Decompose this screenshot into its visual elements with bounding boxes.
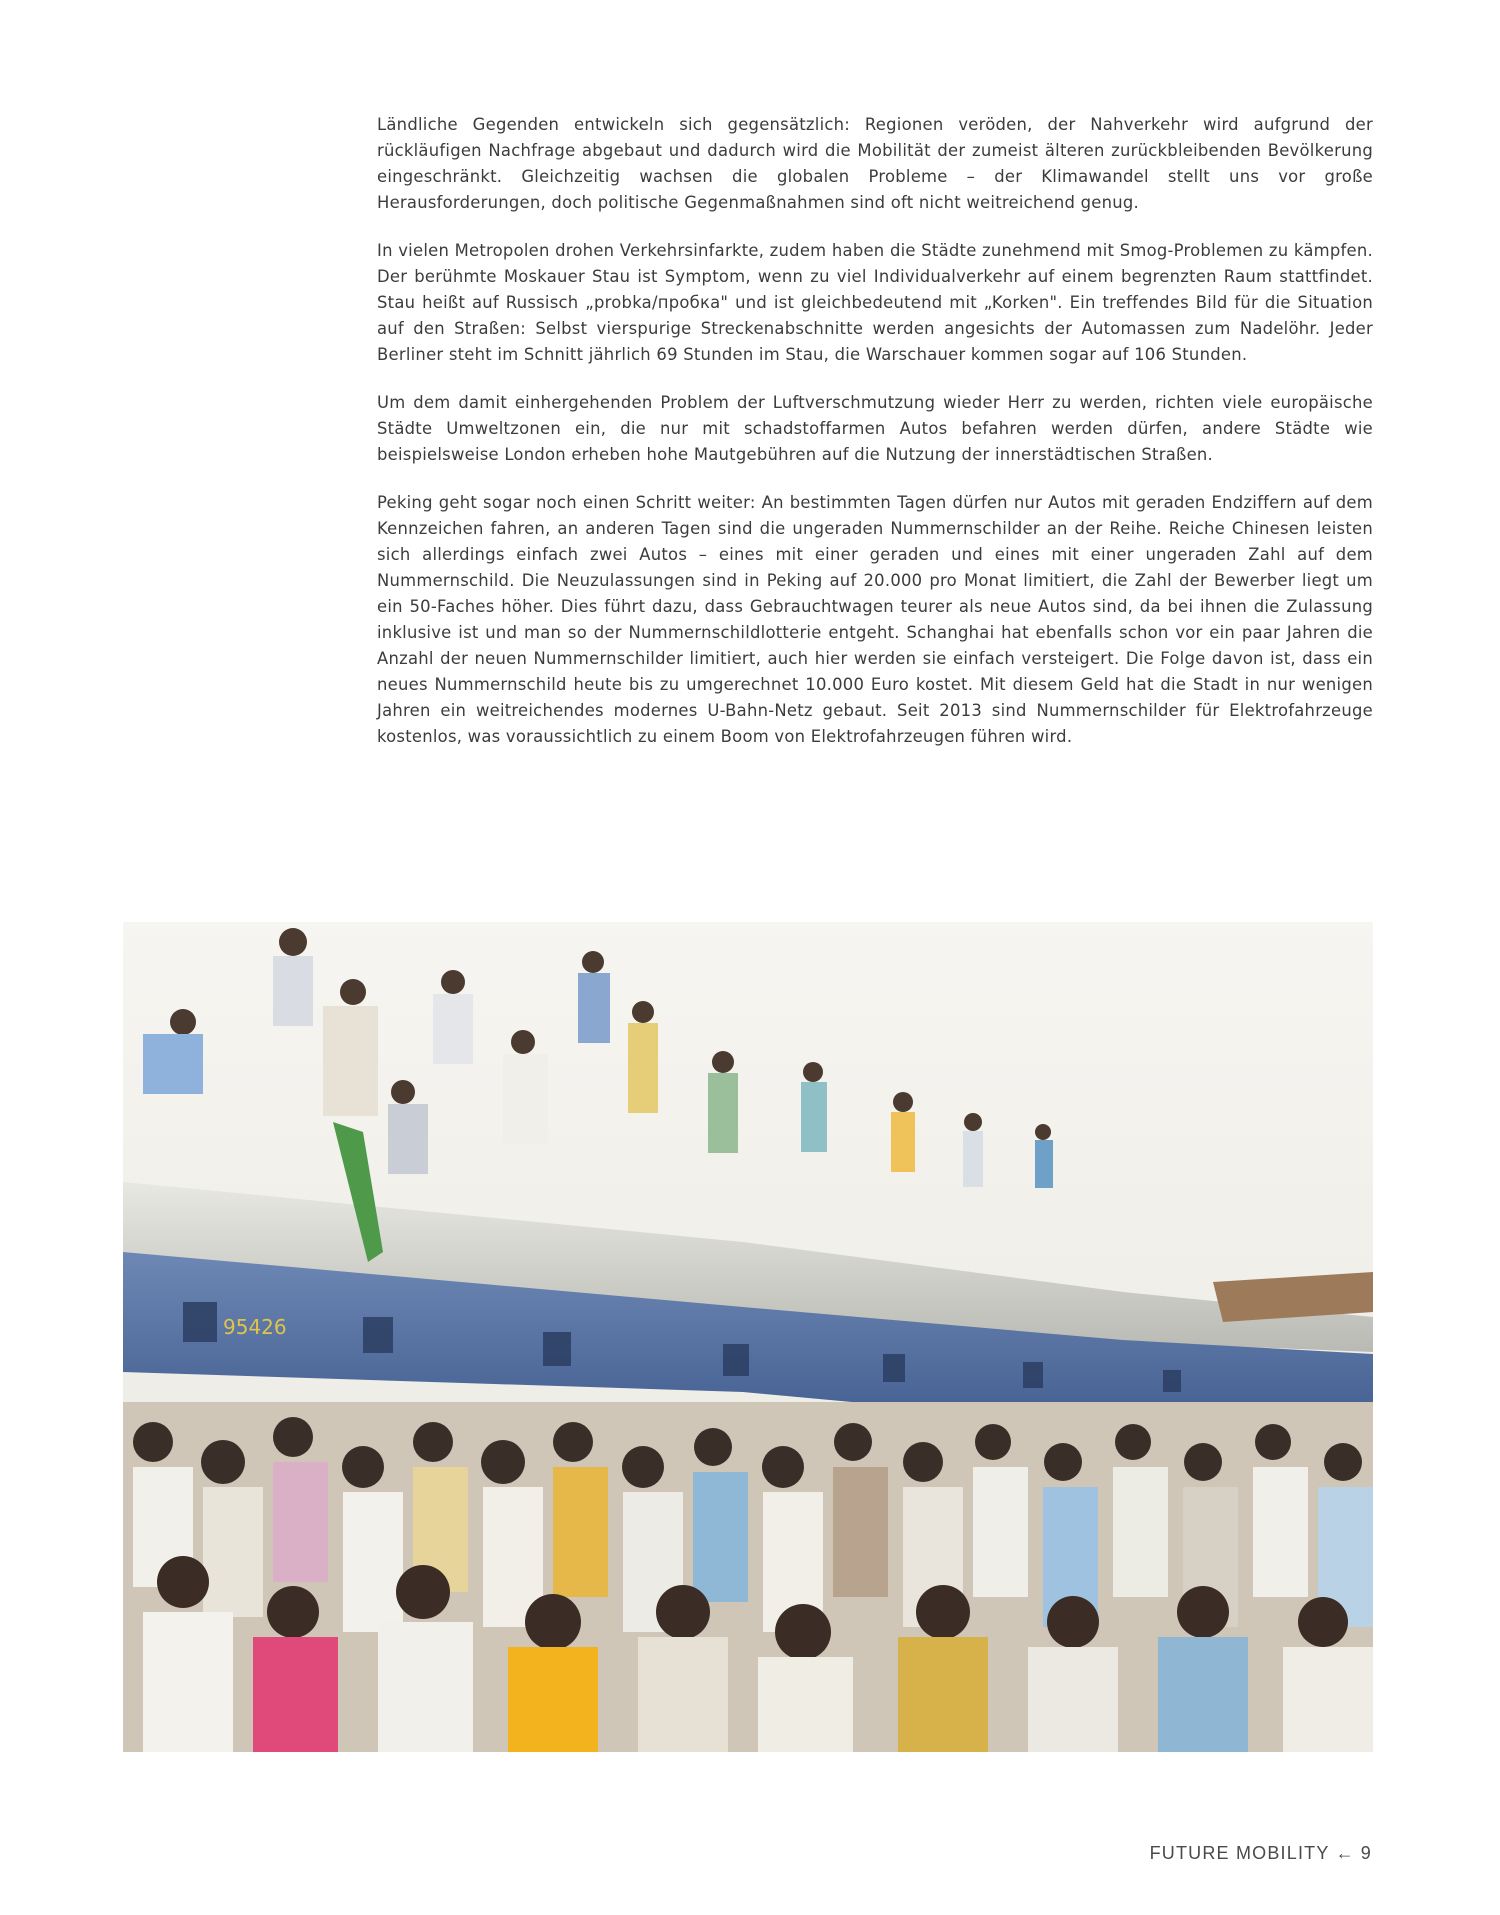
paragraph-2: In vielen Metropolen drohen Verkehrsinfarkte, zudem haben die Städte zunehmend mit Smog-Problemen zu kämpfen. Der berühmte Moskauer Stau ist Symptom, wenn zu viel Individualverkehr auf einem begrenzten Raum stattfindet. Stau heißt auf Russisch „probka/пробка" und ist gleichbedeutend mit „Korken". Ein treffendes Bild für die Situation auf den Straßen: Selbst vierspurige Streckenabschnitte werden angesichts der Automassen zum Nadelöhr. Jeder Berliner steht im Schnitt jährlich 69 Stunden im Stau, die Warschauer kommen sogar auf 106 Stunden. [377, 241, 1373, 364]
crowded-train-photo [123, 922, 1373, 1752]
paragraph-4: Peking geht sogar noch einen Schritt weiter: An bestimmten Tagen dürfen nur Autos mit geraden Endziffern auf dem Kennzeichen fahren, an anderen Tagen sind die ungeraden Nummernschilder an der Reihe. Reiche Chinesen leisten sich allerdings einfach zwei Autos – eines mit einer geraden und eines mit einer ungeraden Zahl auf dem Nummernschild. Die Neuzulassungen sind in Peking auf 20.000 pro Monat limitiert, die Zahl der Bewerber liegt um ein 50-Faches höher. Dies führt dazu, dass Gebrauchtwagen teurer als neue Autos sind, da bei ihnen die Zulassung inklusive ist und man so der Nummernschildlotterie entgeht. Schanghai hat ebenfalls schon vor ein paar Jahren die Anzahl der neuen Nummernschilder limitiert, auch hier werden sie einfach versteigert. Die Folge davon ist, dass ein neues Nummernschild heute bis zu umgerechnet 10.000 Euro kostet. Mit diesem Geld hat die Stadt in nur wenigen Jahren ein weitreichendes modernes U-Bahn-Netz gebaut. Seit 2013 sind Nummernschilder für Elektrofahrzeuge kostenlos, was voraussichtlich zu einem Boom von Elektrofahrzeugen führen wird. [377, 493, 1373, 746]
paragraph-1: Ländliche Gegenden entwickeln sich gegensätzlich: Regionen veröden, der Nahverkehr wird aufgrund der rückläufigen Nachfrage abgebaut und dadurch wird die Mobilität der zumeist älteren zurückbleibenden Bevölkerung eingeschränkt. Gleichzeitig wachsen die globalen Probleme – der Klimawandel stellt uns vor große Herausforderungen, doch politische Gegenmaßnahmen sind oft nicht weitreichend genug. [377, 115, 1373, 212]
crowd-on-platform [123, 1402, 1373, 1752]
section-title: FUTURE MOBILITY [1149, 1843, 1330, 1863]
page-footer [1150, 1843, 1372, 1864]
article-body [377, 112, 1373, 772]
page-number: 9 [1360, 1843, 1372, 1863]
paragraph-3: Um dem damit einhergehenden Problem der Luftverschmutzung wieder Herr zu werden, richten viele europäische Städte Umweltzonen ein, die nur mit schadstoffarmen Autos befahren werden dürfen, andere Städte wie beispielsweise London erheben hohe Mautgebühren auf die Nutzung der innerstädtischen Straßen. [377, 393, 1373, 464]
photo-illustration [123, 922, 1373, 1752]
train-number: 95426 [223, 1315, 287, 1339]
arrow-left-icon: ← [1335, 1843, 1355, 1863]
